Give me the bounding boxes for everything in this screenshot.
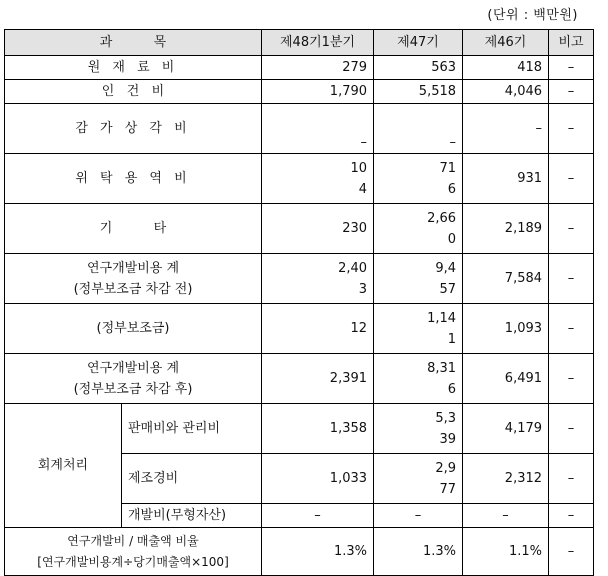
accounting-group-label: 회계처리 [5, 404, 122, 528]
cell-p46: 4,046 [463, 80, 549, 104]
table-row [5, 528, 594, 576]
table-row [5, 56, 594, 80]
table-row [5, 404, 594, 454]
cell-p46: 931 [463, 154, 549, 204]
cell-p46: 1.1% [463, 528, 549, 576]
row-label: 제조경비 [122, 454, 262, 504]
table-row [5, 254, 594, 304]
table-row [5, 204, 594, 254]
cell-remark: – [549, 504, 594, 528]
header-remark: 비고 [549, 30, 594, 56]
cell-p46: 2,312 [463, 454, 549, 504]
table-row [5, 80, 594, 104]
cell-p46: – [463, 504, 549, 528]
cell-p47: 71 6 [374, 154, 463, 204]
table-row [5, 154, 594, 204]
cell-remark: – [549, 80, 594, 104]
cell-p47: – [374, 504, 463, 528]
cell-p46: 1,093 [463, 304, 549, 354]
header-row [5, 30, 594, 56]
cell-p46: 418 [463, 56, 549, 80]
table-row [5, 304, 594, 354]
row-label: 위 탁 용 역 비 [5, 154, 262, 204]
cell-p48: 2,391 [262, 354, 374, 404]
cell-p48: 12 [262, 304, 374, 354]
cell-p47: 1.3% [374, 528, 463, 576]
row-label: 연구개발비 / 매출액 비율 [연구개발비용계÷당기매출액×100] [5, 528, 262, 576]
header-period-46: 제46기 [463, 30, 549, 56]
cell-remark: – [549, 204, 594, 254]
table-row [5, 354, 594, 404]
header-period-47: 제47기 [374, 30, 463, 56]
row-label: 판매비와 관리비 [122, 404, 262, 454]
cell-p48: 1,358 [262, 404, 374, 454]
cell-remark: – [549, 56, 594, 80]
cell-p47: 8,31 6 [374, 354, 463, 404]
cell-p46: 4,179 [463, 404, 549, 454]
cell-p48: 1,790 [262, 80, 374, 104]
rnd-expense-table [4, 29, 594, 576]
cell-p48: – [262, 504, 374, 528]
cell-p48: 10 4 [262, 154, 374, 204]
header-item: 과 목 [5, 30, 262, 56]
cell-remark: – [549, 404, 594, 454]
row-label: 인 건 비 [5, 80, 262, 104]
cell-remark: – [549, 528, 594, 576]
cell-remark: – [549, 254, 594, 304]
cell-remark: – [549, 454, 594, 504]
cell-remark: – [549, 354, 594, 404]
row-label: 연구개발비용 계 (정부보조금 차감 후) [5, 354, 262, 404]
cell-p46: 7,584 [463, 254, 549, 304]
cell-p47: 563 [374, 56, 463, 80]
cell-p47: 2,66 0 [374, 204, 463, 254]
cell-p48: 1.3% [262, 528, 374, 576]
cell-p47: 5,3 39 [374, 404, 463, 454]
cell-p47: 5,518 [374, 80, 463, 104]
cell-remark: – [549, 154, 594, 204]
header-period-48: 제48기1분기 [262, 30, 374, 56]
cell-p47: – [374, 104, 463, 154]
row-label: 기 타 [5, 204, 262, 254]
row-label: 연구개발비용 계 (정부보조금 차감 전) [5, 254, 262, 304]
row-label: 원 재 료 비 [5, 56, 262, 80]
cell-remark: – [549, 104, 594, 154]
cell-p46: 6,491 [463, 354, 549, 404]
table-row [5, 104, 594, 154]
cell-p48: 279 [262, 56, 374, 80]
cell-p47: 2,9 77 [374, 454, 463, 504]
cell-remark: – [549, 304, 594, 354]
cell-p48: 2,40 3 [262, 254, 374, 304]
cell-p46: – [463, 104, 549, 154]
cell-p48: – [262, 104, 374, 154]
cell-p47: 1,14 1 [374, 304, 463, 354]
cell-p46: 2,189 [463, 204, 549, 254]
cell-p48: 230 [262, 204, 374, 254]
unit-note: (단위 : 백만원) [487, 8, 578, 23]
row-label: 감 가 상 각 비 [5, 104, 262, 154]
cell-p47: 9,4 57 [374, 254, 463, 304]
row-label: (정부보조금) [5, 304, 262, 354]
cell-p48: 1,033 [262, 454, 374, 504]
row-label: 개발비(무형자산) [122, 504, 262, 528]
